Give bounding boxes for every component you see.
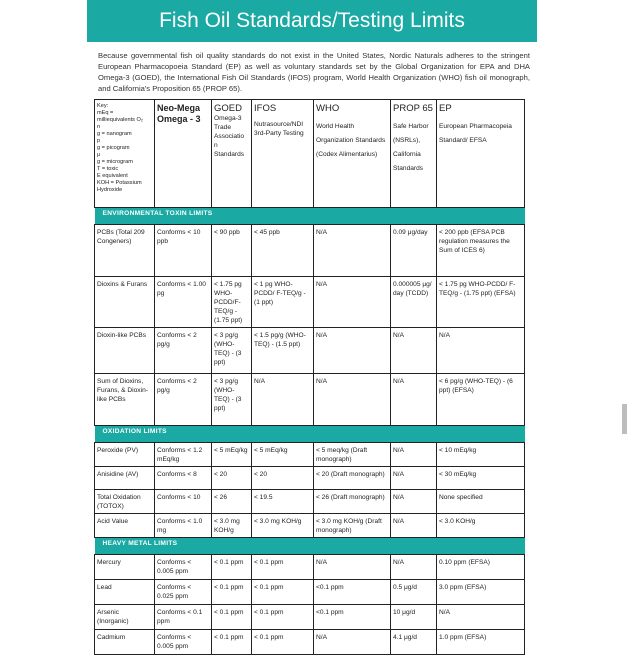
prop65-title: PROP 65 xyxy=(393,103,433,114)
env-cell: < 6 pg/g (WHO-TEQ) - (6 ppt) (EFSA) xyxy=(437,374,525,426)
env-cell: 0.000005 μg/ day (TCDD) xyxy=(391,277,437,328)
prop65-desc: Safe Harbor (NSRLs), California Standards xyxy=(393,123,429,172)
hm-cell: < 0.1 ppm xyxy=(212,630,252,655)
env-cell: N/A xyxy=(314,374,391,426)
env-cell: N/A xyxy=(314,225,391,277)
hm-row-label: Cadmium xyxy=(95,630,155,655)
hm-cell: < 0.1 ppm xyxy=(212,605,252,630)
hm-cell: N/A xyxy=(314,630,391,655)
ox-row-label: Total Oxidation (TOTOX) xyxy=(95,490,155,514)
env-cell: 0.09 μg/day xyxy=(391,225,437,277)
ox-row-label: Anisidine (AV) xyxy=(95,467,155,490)
env-cell: Conforms < 2 pg/g xyxy=(155,374,212,426)
hm-cell: Conforms < 0.025 ppm xyxy=(155,580,212,605)
env-cell: N/A xyxy=(391,374,437,426)
ox-cell: < 26 (Draft monograph) xyxy=(314,490,391,514)
key-text: Key: mEq = milliequivalents O₂ n g = nanogram p g = picogram μ g = microgram T = toxic E equivalent KOH = Potassium Hydroxide xyxy=(97,103,144,193)
env-cell: < 1.75 pg WHO-PCDD/F-TEQ/g - (1.75 ppt) xyxy=(212,277,252,328)
hm-row xyxy=(95,555,525,580)
hm-cell: < 0.1 ppm xyxy=(212,580,252,605)
ox-cell: Conforms < 1.0 mg xyxy=(155,514,212,538)
ox-cell: < 3.0 KOH/g xyxy=(437,514,525,538)
ox-row xyxy=(95,490,525,514)
key-cell xyxy=(95,100,155,208)
ox-cell: N/A xyxy=(391,514,437,538)
scrollbar-thumb[interactable] xyxy=(622,404,627,434)
hm-cell: 10 μg/d xyxy=(391,605,437,630)
hm-cell: N/A xyxy=(437,605,525,630)
intro-paragraph: Because governmental fish oil quality standards do not exist in the United States, Nordic Naturals adheres to the stringent European Pharmacopoeia Standard (EP) as well as voluntary standards set by the Global Organization for EPA and DHA Omega-3 (GOED), the International Fish Oil Standards (IFOS) program, World Health Organization (WHO) fish oil monograph, and California's Proposition 65 (PROP 65). xyxy=(98,51,530,93)
hm-row xyxy=(95,580,525,605)
hm-cell: 3.0 ppm (EFSA) xyxy=(437,580,525,605)
ox-cell: Conforms < 1.2 mEq/kg xyxy=(155,443,212,467)
env-cell: < 1.75 pg WHO-PCDD/ F-TEQ/g - (1.75 ppt) (EFSA) xyxy=(437,277,525,328)
ep-title: EP xyxy=(439,103,452,114)
who-title: WHO xyxy=(316,103,340,114)
ox-row xyxy=(95,514,525,538)
env-row xyxy=(95,328,525,374)
hm-cell: <0.1 ppm xyxy=(314,605,391,630)
ox-cell: N/A xyxy=(391,443,437,467)
goed-title: GOED xyxy=(214,103,242,114)
header-neo xyxy=(155,100,212,208)
env-cell: < 3 pg/g (WHO-TEQ) - (3 ppt) xyxy=(212,374,252,426)
hm-cell: 0.5 μg/d xyxy=(391,580,437,605)
ox-cell: N/A xyxy=(391,467,437,490)
env-cell: Conforms < 2 pg/g xyxy=(155,328,212,374)
env-cell: < 90 ppb xyxy=(212,225,252,277)
ox-cell: Conforms < 8 xyxy=(155,467,212,490)
hm-cell: 0.10 ppm (EFSA) xyxy=(437,555,525,580)
hm-row-label: Arsenic (Inorganic) xyxy=(95,605,155,630)
env-cell: < 3 pg/g (WHO-TEQ) - (3 ppt) xyxy=(212,328,252,374)
env-row xyxy=(95,225,525,277)
hm-cell: < 0.1 ppm xyxy=(212,555,252,580)
oxidation-rows xyxy=(95,443,525,538)
ox-cell: < 19.5 xyxy=(252,490,314,514)
ox-cell: < 30 mEq/kg xyxy=(437,467,525,490)
env-cell: Conforms < 1.00 pg xyxy=(155,277,212,328)
env-cell: N/A xyxy=(391,328,437,374)
env-cell: Conforms < 10 ppb xyxy=(155,225,212,277)
section-heavy-metal: HEAVY METAL LIMITS xyxy=(95,538,525,555)
environmental-rows xyxy=(95,225,525,426)
ifos-title: IFOS xyxy=(254,103,277,114)
hm-cell: < 0.1 ppm xyxy=(252,605,314,630)
standards-table xyxy=(94,99,524,650)
neo-title: Neo-Mega Omega - 3 xyxy=(157,103,201,124)
hm-cell: Conforms < 0.005 ppm xyxy=(155,555,212,580)
ox-cell: < 20 (Draft monograph) xyxy=(314,467,391,490)
env-cell: < 200 ppb (EFSA PCB regulation measures the Sum of ICES 6) xyxy=(437,225,525,277)
header-row xyxy=(95,100,525,208)
env-cell: N/A xyxy=(314,277,391,328)
ox-cell: < 20 xyxy=(252,467,314,490)
section-environmental: ENVIRONMENTAL TOXIN LIMITS xyxy=(95,208,525,225)
ox-cell: N/A xyxy=(391,490,437,514)
env-cell: < 1 pg WHO-PCDD/ F-TEQ/g - (1 ppt) xyxy=(252,277,314,328)
header-who xyxy=(314,100,391,208)
ox-cell: Conforms < 10 xyxy=(155,490,212,514)
ep-desc: European Pharmacopeia Standard/ EFSA xyxy=(439,123,512,144)
header-ifos xyxy=(252,100,314,208)
env-row xyxy=(95,277,525,328)
hm-row-label: Lead xyxy=(95,580,155,605)
hm-cell: Conforms < 0.1 ppm xyxy=(155,605,212,630)
hm-cell: < 0.1 ppm xyxy=(252,630,314,655)
hm-cell: Conforms < 0.005 ppm xyxy=(155,630,212,655)
ox-cell: < 5 mEq/kg xyxy=(252,443,314,467)
env-row-label: Sum of Dioxins, Furans, & Dioxin-like PCBs xyxy=(95,374,155,426)
ox-cell: None specified xyxy=(437,490,525,514)
ox-cell: < 3.0 mg KOH/g xyxy=(252,514,314,538)
ox-row-label: Acid Value xyxy=(95,514,155,538)
goed-desc: Omega-3 Trade Associatio n Standards xyxy=(214,115,245,158)
env-row-label: PCBs (Total 209 Congeners) xyxy=(95,225,155,277)
hm-row xyxy=(95,630,525,655)
ox-cell: < 26 xyxy=(212,490,252,514)
ox-cell: < 20 xyxy=(212,467,252,490)
env-cell: < 45 ppb xyxy=(252,225,314,277)
hm-row-label: Mercury xyxy=(95,555,155,580)
ox-cell: < 3.0 mg KOH/g (Draft monograph) xyxy=(314,514,391,538)
hm-cell: N/A xyxy=(314,555,391,580)
ox-row-label: Peroxide (PV) xyxy=(95,443,155,467)
header-goed xyxy=(212,100,252,208)
hm-cell: < 0.1 ppm xyxy=(252,555,314,580)
who-desc: World Health Organization Standards (Codex Alimentarius) xyxy=(316,123,386,158)
ox-row xyxy=(95,443,525,467)
env-row-label: Dioxin-like PCBs xyxy=(95,328,155,374)
env-cell: N/A xyxy=(314,328,391,374)
env-cell: < 1.5 pg/g (WHO-TEQ) - (1.5 ppt) xyxy=(252,328,314,374)
ifos-desc: Nutrasource/NDI 3rd-Party Testing xyxy=(254,121,304,137)
hm-cell: N/A xyxy=(391,555,437,580)
ox-row xyxy=(95,467,525,490)
env-cell: N/A xyxy=(437,328,525,374)
hm-cell: 4.1 μg/d xyxy=(391,630,437,655)
section-oxidation: OXIDATION LIMITS xyxy=(95,426,525,443)
env-row xyxy=(95,374,525,426)
hm-cell: 1.0 ppm (EFSA) xyxy=(437,630,525,655)
hm-cell: < 0.1 ppm xyxy=(252,580,314,605)
hm-row xyxy=(95,605,525,630)
header-prop65 xyxy=(391,100,437,208)
hm-cell: <0.1 ppm xyxy=(314,580,391,605)
ox-cell: < 3.0 mg KOH/g xyxy=(212,514,252,538)
header-ep xyxy=(437,100,525,208)
ox-cell: < 10 mEq/kg xyxy=(437,443,525,467)
ox-cell: < 5 meq/kg (Draft monograph) xyxy=(314,443,391,467)
page-title: Fish Oil Standards/Testing Limits xyxy=(87,0,537,42)
env-cell: N/A xyxy=(252,374,314,426)
limits-table xyxy=(94,99,525,655)
env-row-label: Dioxins & Furans xyxy=(95,277,155,328)
ox-cell: < 5 mEq/kg xyxy=(212,443,252,467)
